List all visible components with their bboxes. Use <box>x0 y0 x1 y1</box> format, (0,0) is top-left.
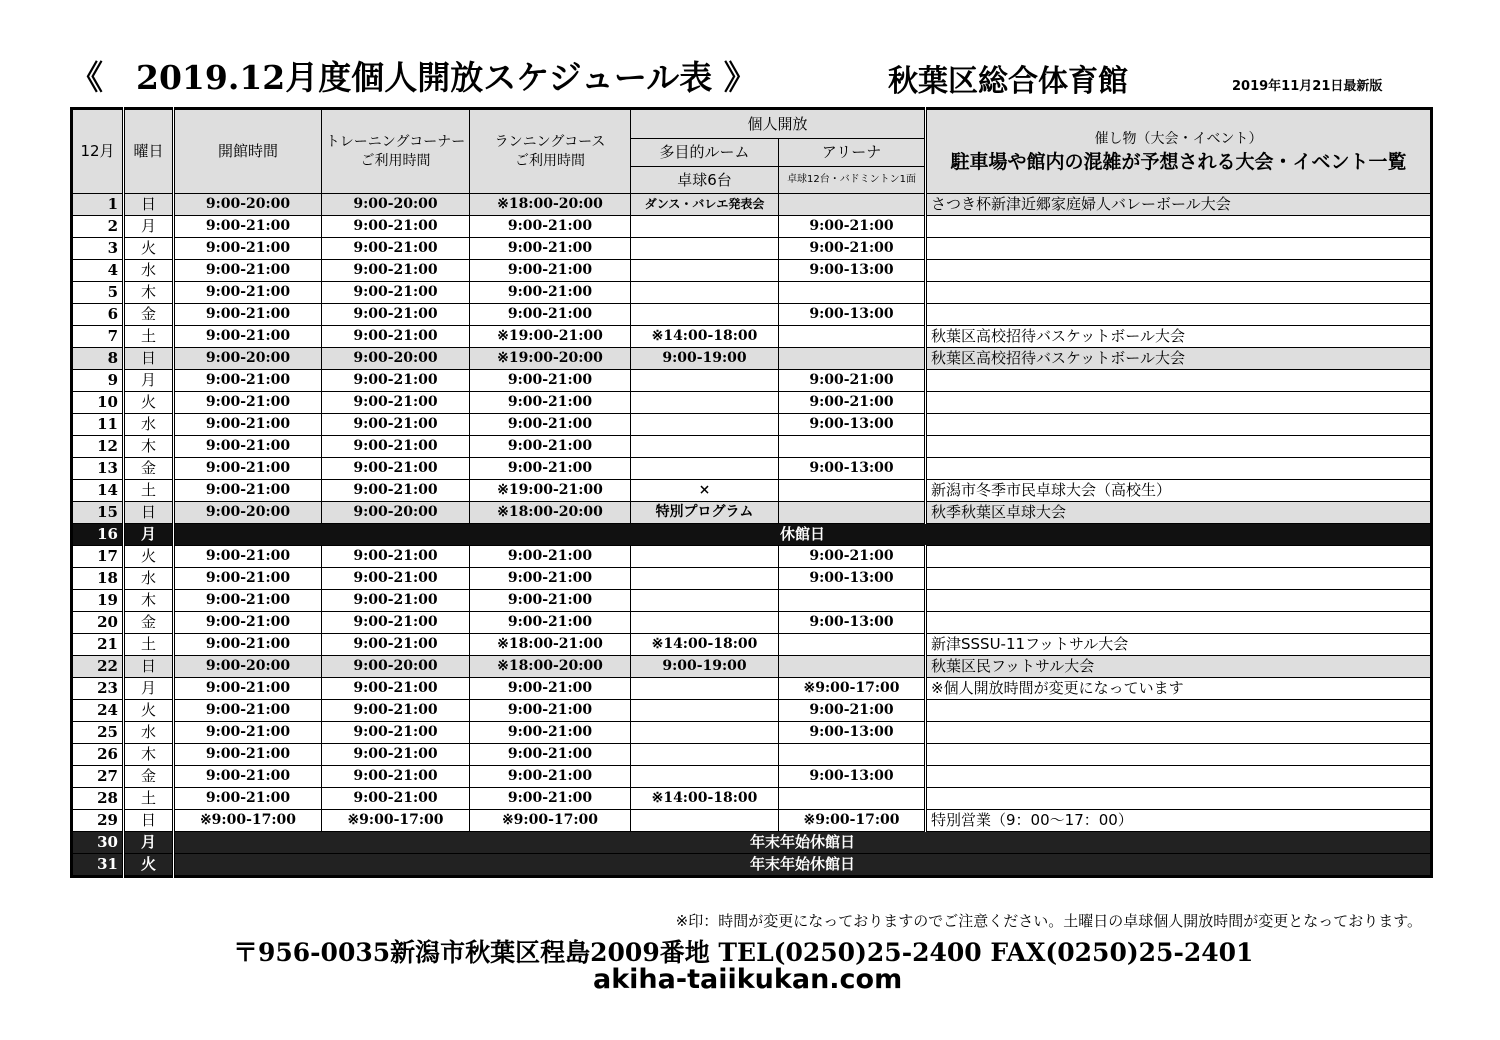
event-cell <box>926 722 1432 744</box>
multi-room-cell: 9:00-19:00 <box>631 348 779 370</box>
running-cell: 9:00-21:00 <box>470 304 631 326</box>
open-hours-cell: 9:00-21:00 <box>174 260 322 282</box>
training-cell: 9:00-21:00 <box>322 480 470 502</box>
arena-cell: ※9:00-17:00 <box>779 810 926 832</box>
running-cell: 9:00-21:00 <box>470 436 631 458</box>
event-cell <box>926 788 1432 810</box>
day-cell: 16 <box>72 524 124 546</box>
training-cell: 9:00-21:00 <box>322 392 470 414</box>
multi-room-cell <box>631 810 779 832</box>
dow-cell: 日 <box>124 502 174 524</box>
running-cell: ※9:00-17:00 <box>470 810 631 832</box>
day-cell: 29 <box>72 810 124 832</box>
multi-room-cell: 9:00-19:00 <box>631 656 779 678</box>
event-cell: 秋葉区高校招待バスケットボール大会 <box>926 326 1432 348</box>
events-header <box>926 109 1432 194</box>
dow-cell: 火 <box>124 392 174 414</box>
training-cell: 9:00-21:00 <box>322 744 470 766</box>
day-cell: 3 <box>72 238 124 260</box>
event-cell: 新潟市冬季市民卓球大会（高校生） <box>926 480 1432 502</box>
open-hours-cell: 9:00-21:00 <box>174 612 322 634</box>
training-header-line2: ご利用時間 <box>360 152 431 169</box>
dow-cell: 火 <box>124 546 174 568</box>
event-cell: ※個人開放時間が変更になっています <box>926 678 1432 700</box>
training-cell: 9:00-21:00 <box>322 766 470 788</box>
table-row <box>72 766 1432 788</box>
table-row <box>72 282 1432 304</box>
dow-cell: 日 <box>124 194 174 216</box>
day-cell: 26 <box>72 744 124 766</box>
footnote: ※印：時間が変更になっておりますのでご注意ください。土曜日の卓球個人開放時間が変更となっております。 <box>675 912 1422 930</box>
multi-room-cell <box>631 216 779 238</box>
event-cell: 秋季秋葉区卓球大会 <box>926 502 1432 524</box>
open-hours-cell: 9:00-21:00 <box>174 634 322 656</box>
training-cell: 9:00-21:00 <box>322 436 470 458</box>
day-cell: 12 <box>72 436 124 458</box>
open-hours-cell: 9:00-21:00 <box>174 414 322 436</box>
dow-cell: 火 <box>124 700 174 722</box>
open-hours-cell: 9:00-21:00 <box>174 590 322 612</box>
event-cell <box>926 392 1432 414</box>
open-hours-cell: 9:00-21:00 <box>174 766 322 788</box>
arena-cell: 9:00-13:00 <box>779 458 926 480</box>
running-cell: 9:00-21:00 <box>470 414 631 436</box>
training-cell: 9:00-21:00 <box>322 282 470 304</box>
open-hours-cell: 9:00-21:00 <box>174 304 322 326</box>
table-row <box>72 832 1432 854</box>
open-hours-cell: 9:00-21:00 <box>174 370 322 392</box>
schedule-table <box>70 107 1433 878</box>
arena-cell <box>779 282 926 304</box>
event-cell <box>926 766 1432 788</box>
table-row <box>72 194 1432 216</box>
event-cell <box>926 282 1432 304</box>
arena-cell: 9:00-21:00 <box>779 216 926 238</box>
multi-room-cell <box>631 282 779 304</box>
multi-room-cell <box>631 238 779 260</box>
event-cell <box>926 744 1432 766</box>
open-hours-cell: 9:00-21:00 <box>174 216 322 238</box>
running-cell: 9:00-21:00 <box>470 216 631 238</box>
dow-cell: 金 <box>124 612 174 634</box>
table-row <box>72 304 1432 326</box>
multi-room-cell: ※14:00-18:00 <box>631 634 779 656</box>
multi-room-sub-header: 卓球6台 <box>631 167 779 194</box>
dow-cell: 火 <box>124 854 174 877</box>
day-cell: 22 <box>72 656 124 678</box>
arena-cell <box>779 788 926 810</box>
open-hours-cell: 9:00-21:00 <box>174 678 322 700</box>
dow-cell: 土 <box>124 634 174 656</box>
dow-cell: 金 <box>124 766 174 788</box>
training-cell: 9:00-21:00 <box>322 304 470 326</box>
day-cell: 7 <box>72 326 124 348</box>
running-cell: 9:00-21:00 <box>470 370 631 392</box>
arena-cell: 9:00-21:00 <box>779 392 926 414</box>
website-link[interactable]: akiha-taiikukan.com <box>593 964 903 995</box>
table-row <box>72 326 1432 348</box>
open-hours-cell: 9:00-21:00 <box>174 744 322 766</box>
training-cell: 9:00-21:00 <box>322 700 470 722</box>
dow-cell: 日 <box>124 656 174 678</box>
running-cell: 9:00-21:00 <box>470 700 631 722</box>
open-hours-cell: 9:00-21:00 <box>174 700 322 722</box>
dow-cell: 木 <box>124 744 174 766</box>
multi-room-cell <box>631 678 779 700</box>
address: 〒956-0035新潟市秋葉区程島2009番地 TEL(0250)25-2400 FAX(0250)25-2401 <box>233 938 1254 967</box>
training-cell: 9:00-21:00 <box>322 634 470 656</box>
day-cell: 24 <box>72 700 124 722</box>
event-cell <box>926 238 1432 260</box>
closed-cell: 年末年始休館日 <box>174 854 1432 877</box>
event-cell <box>926 414 1432 436</box>
table-row <box>72 788 1432 810</box>
arena-sub-header: 卓球12台・バドミントン1面 <box>779 167 926 194</box>
dow-cell: 日 <box>124 810 174 832</box>
running-cell: 9:00-21:00 <box>470 678 631 700</box>
dow-cell: 木 <box>124 590 174 612</box>
event-cell <box>926 612 1432 634</box>
event-cell: 秋葉区高校招待バスケットボール大会 <box>926 348 1432 370</box>
day-cell: 5 <box>72 282 124 304</box>
multi-room-cell <box>631 260 779 282</box>
table-row <box>72 546 1432 568</box>
event-cell <box>926 590 1432 612</box>
multi-room-cell: ※14:00-18:00 <box>631 326 779 348</box>
arena-cell: 9:00-21:00 <box>779 238 926 260</box>
training-cell: 9:00-20:00 <box>322 348 470 370</box>
arena-cell: 9:00-13:00 <box>779 612 926 634</box>
multi-room-cell <box>631 458 779 480</box>
day-cell: 21 <box>72 634 124 656</box>
arena-cell: 9:00-13:00 <box>779 414 926 436</box>
training-cell: 9:00-21:00 <box>322 590 470 612</box>
dow-cell: 月 <box>124 216 174 238</box>
open-hours-cell: ※9:00-17:00 <box>174 810 322 832</box>
table-row <box>72 414 1432 436</box>
event-cell: 新津SSSU-11フットサル大会 <box>926 634 1432 656</box>
open-hours-cell: 9:00-21:00 <box>174 282 322 304</box>
multi-room-cell <box>631 436 779 458</box>
training-cell: 9:00-21:00 <box>322 788 470 810</box>
table-row <box>72 854 1432 877</box>
facility-name: 秋葉区総合体育館 <box>888 64 1128 99</box>
table-row <box>72 348 1432 370</box>
arena-cell: 9:00-21:00 <box>779 546 926 568</box>
events-header-line2: 駐車場や館内の混雑が予想される大会・イベント一覧 <box>950 151 1407 173</box>
training-cell: 9:00-21:00 <box>322 238 470 260</box>
day-cell: 2 <box>72 216 124 238</box>
dow-cell: 水 <box>124 414 174 436</box>
multi-room-cell <box>631 392 779 414</box>
dow-cell: 土 <box>124 326 174 348</box>
running-cell: 9:00-21:00 <box>470 766 631 788</box>
arena-cell <box>779 744 926 766</box>
training-header <box>322 109 470 194</box>
day-cell: 14 <box>72 480 124 502</box>
day-cell: 17 <box>72 546 124 568</box>
training-cell: 9:00-21:00 <box>322 678 470 700</box>
multi-room-cell: ダンス・バレエ発表会 <box>631 194 779 216</box>
open-hours-cell: 9:00-21:00 <box>174 546 322 568</box>
dow-cell: 土 <box>124 480 174 502</box>
month-header: 12月 <box>72 109 124 194</box>
table-row <box>72 568 1432 590</box>
day-cell: 13 <box>72 458 124 480</box>
running-cell: 9:00-21:00 <box>470 788 631 810</box>
table-row <box>72 722 1432 744</box>
arena-cell <box>779 590 926 612</box>
multi-room-cell <box>631 612 779 634</box>
event-cell <box>926 458 1432 480</box>
training-cell: 9:00-21:00 <box>322 612 470 634</box>
open-hours-cell: 9:00-21:00 <box>174 722 322 744</box>
event-cell <box>926 546 1432 568</box>
arena-cell <box>779 194 926 216</box>
training-cell: 9:00-21:00 <box>322 216 470 238</box>
table-row <box>72 370 1432 392</box>
open-hours-cell: 9:00-20:00 <box>174 502 322 524</box>
event-cell <box>926 700 1432 722</box>
table-row <box>72 744 1432 766</box>
day-cell: 8 <box>72 348 124 370</box>
day-cell: 25 <box>72 722 124 744</box>
multi-room-cell <box>631 700 779 722</box>
arena-cell <box>779 348 926 370</box>
training-cell: 9:00-21:00 <box>322 458 470 480</box>
open-hours-cell: 9:00-20:00 <box>174 348 322 370</box>
training-cell: 9:00-21:00 <box>322 568 470 590</box>
multi-room-cell <box>631 766 779 788</box>
training-cell: 9:00-21:00 <box>322 546 470 568</box>
open-hours-cell: 9:00-21:00 <box>174 480 322 502</box>
training-cell: ※9:00-17:00 <box>322 810 470 832</box>
event-cell <box>926 216 1432 238</box>
header-row <box>72 109 1432 139</box>
arena-cell <box>779 480 926 502</box>
table-row <box>72 436 1432 458</box>
table-row <box>72 656 1432 678</box>
event-cell <box>926 436 1432 458</box>
day-cell: 20 <box>72 612 124 634</box>
open-hours-cell: 9:00-21:00 <box>174 326 322 348</box>
dow-cell: 木 <box>124 282 174 304</box>
running-cell: 9:00-21:00 <box>470 590 631 612</box>
open-hours-cell: 9:00-21:00 <box>174 788 322 810</box>
running-cell: 9:00-21:00 <box>470 392 631 414</box>
events-header-line1: 催し物（大会・イベント） <box>1094 131 1263 147</box>
personal-header: 個人開放 <box>631 109 926 139</box>
open-hours-cell: 9:00-20:00 <box>174 656 322 678</box>
multi-room-cell <box>631 414 779 436</box>
training-header-line1: トレーニングコーナー <box>325 133 466 150</box>
dow-cell: 月 <box>124 678 174 700</box>
table-row <box>72 502 1432 524</box>
running-cell: 9:00-21:00 <box>470 260 631 282</box>
table-row <box>72 590 1432 612</box>
arena-cell <box>779 656 926 678</box>
dow-cell: 木 <box>124 436 174 458</box>
arena-cell <box>779 502 926 524</box>
running-cell: 9:00-21:00 <box>470 458 631 480</box>
training-cell: 9:00-20:00 <box>322 194 470 216</box>
day-cell: 23 <box>72 678 124 700</box>
open-hours-cell: 9:00-21:00 <box>174 436 322 458</box>
arena-cell: 9:00-13:00 <box>779 304 926 326</box>
table-row <box>72 458 1432 480</box>
open-hours-header: 開館時間 <box>174 109 322 194</box>
open-hours-cell: 9:00-21:00 <box>174 392 322 414</box>
dow-cell: 水 <box>124 568 174 590</box>
arena-cell: 9:00-13:00 <box>779 722 926 744</box>
table-row <box>72 392 1432 414</box>
day-cell: 18 <box>72 568 124 590</box>
dow-cell: 土 <box>124 788 174 810</box>
open-hours-cell: 9:00-20:00 <box>174 194 322 216</box>
table-row <box>72 678 1432 700</box>
table-row <box>72 216 1432 238</box>
day-cell: 4 <box>72 260 124 282</box>
multi-room-cell <box>631 568 779 590</box>
day-cell: 11 <box>72 414 124 436</box>
day-cell: 1 <box>72 194 124 216</box>
day-cell: 28 <box>72 788 124 810</box>
arena-cell: ※9:00-17:00 <box>779 678 926 700</box>
arena-cell <box>779 436 926 458</box>
running-header-line2: ご利用時間 <box>515 152 585 169</box>
day-cell: 19 <box>72 590 124 612</box>
multi-room-cell <box>631 304 779 326</box>
table-row <box>72 612 1432 634</box>
day-cell: 27 <box>72 766 124 788</box>
multi-room-cell <box>631 744 779 766</box>
event-cell: 秋葉区民フットサル大会 <box>926 656 1432 678</box>
dow-cell: 金 <box>124 458 174 480</box>
running-cell: ※19:00-21:00 <box>470 480 631 502</box>
day-cell: 15 <box>72 502 124 524</box>
event-cell: 特別営業（9：00～17：00） <box>926 810 1432 832</box>
multi-room-cell: ※14:00-18:00 <box>631 788 779 810</box>
training-cell: 9:00-20:00 <box>322 656 470 678</box>
running-cell: ※18:00-20:00 <box>470 656 631 678</box>
training-cell: 9:00-21:00 <box>322 414 470 436</box>
dow-cell: 水 <box>124 722 174 744</box>
training-cell: 9:00-21:00 <box>322 326 470 348</box>
training-cell: 9:00-21:00 <box>322 722 470 744</box>
running-cell: 9:00-21:00 <box>470 282 631 304</box>
multi-room-cell: × <box>631 480 779 502</box>
running-cell: 9:00-21:00 <box>470 568 631 590</box>
multi-room-cell: 特別プログラム <box>631 502 779 524</box>
event-cell <box>926 260 1432 282</box>
table-row <box>72 238 1432 260</box>
open-hours-cell: 9:00-21:00 <box>174 568 322 590</box>
table-row <box>72 480 1432 502</box>
training-cell: 9:00-20:00 <box>322 502 470 524</box>
closed-cell: 休館日 <box>174 524 1432 546</box>
day-cell: 6 <box>72 304 124 326</box>
running-cell: 9:00-21:00 <box>470 546 631 568</box>
dow-cell: 金 <box>124 304 174 326</box>
table-row <box>72 524 1432 546</box>
event-cell <box>926 370 1432 392</box>
running-cell: ※19:00-21:00 <box>470 326 631 348</box>
event-cell <box>926 568 1432 590</box>
multi-room-cell <box>631 370 779 392</box>
arena-cell: 9:00-13:00 <box>779 766 926 788</box>
dow-cell: 月 <box>124 370 174 392</box>
event-cell: さつき杯新津近郷家庭婦人バレーボール大会 <box>926 194 1432 216</box>
multi-room-header: 多目的ルーム <box>631 139 779 167</box>
multi-room-cell <box>631 722 779 744</box>
closed-cell: 年末年始休館日 <box>174 832 1432 854</box>
running-cell: ※19:00-20:00 <box>470 348 631 370</box>
table-row <box>72 810 1432 832</box>
running-cell: ※18:00-20:00 <box>470 194 631 216</box>
page-title: 《 2019.12月度個人開放スケジュール表 》 <box>70 58 757 97</box>
running-cell: 9:00-21:00 <box>470 722 631 744</box>
running-cell: ※18:00-21:00 <box>470 634 631 656</box>
dow-cell: 水 <box>124 260 174 282</box>
arena-cell: 9:00-21:00 <box>779 700 926 722</box>
table-row <box>72 700 1432 722</box>
arena-header: アリーナ <box>779 139 926 167</box>
table-row <box>72 634 1432 656</box>
running-cell: 9:00-21:00 <box>470 238 631 260</box>
arena-cell: 9:00-13:00 <box>779 568 926 590</box>
day-cell: 30 <box>72 832 124 854</box>
day-cell: 10 <box>72 392 124 414</box>
arena-cell: 9:00-21:00 <box>779 370 926 392</box>
dow-cell: 月 <box>124 832 174 854</box>
running-cell: 9:00-21:00 <box>470 744 631 766</box>
running-header <box>470 109 631 194</box>
arena-cell <box>779 326 926 348</box>
open-hours-cell: 9:00-21:00 <box>174 238 322 260</box>
multi-room-cell <box>631 590 779 612</box>
day-cell: 31 <box>72 854 124 877</box>
dow-cell: 月 <box>124 524 174 546</box>
updated-date: 2019年11月21日最新版 <box>1232 79 1383 94</box>
dow-cell: 火 <box>124 238 174 260</box>
open-hours-cell: 9:00-21:00 <box>174 458 322 480</box>
day-cell: 9 <box>72 370 124 392</box>
running-cell: ※18:00-20:00 <box>470 502 631 524</box>
running-header-line1: ランニングコース <box>494 133 606 150</box>
arena-cell <box>779 634 926 656</box>
training-cell: 9:00-21:00 <box>322 260 470 282</box>
table-row <box>72 260 1432 282</box>
running-cell: 9:00-21:00 <box>470 612 631 634</box>
dow-header: 曜日 <box>124 109 174 194</box>
training-cell: 9:00-21:00 <box>322 370 470 392</box>
arena-cell: 9:00-13:00 <box>779 260 926 282</box>
multi-room-cell <box>631 546 779 568</box>
event-cell <box>926 304 1432 326</box>
dow-cell: 日 <box>124 348 174 370</box>
